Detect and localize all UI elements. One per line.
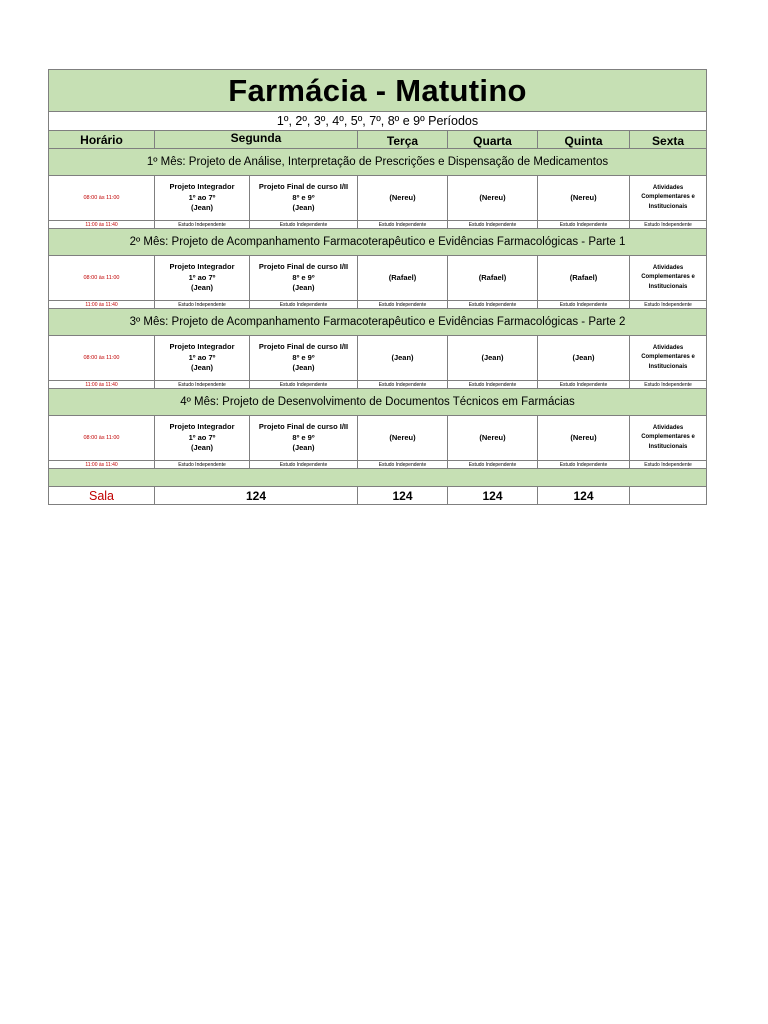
seg-a-line: Projeto Integrador xyxy=(169,262,235,272)
month-title-row xyxy=(49,309,707,336)
seg-b-line: 8º e 9º xyxy=(292,272,315,282)
class-slot-row xyxy=(49,176,707,221)
estudo-cell: Estudo Independente xyxy=(538,381,630,389)
seg-b-line: Projeto Final de curso I/II xyxy=(258,182,349,192)
estudo-time: 11:00 às 11:40 xyxy=(49,301,155,309)
seg-a-line: 1º ao 7º xyxy=(188,272,216,282)
estudo-cell: Estudo Independente xyxy=(630,461,707,469)
estudo-cell: Estudo Independente xyxy=(630,221,707,229)
month-title: 4º Mês: Projeto de Desenvolvimento de Documentos Técnicos em Farmácias xyxy=(49,389,707,416)
quinta-teacher: (Jean) xyxy=(538,336,630,381)
seg-b-line: Projeto Final de curso I/II xyxy=(258,342,349,352)
estudo-time: 11:00 às 11:40 xyxy=(49,381,155,389)
segunda-projeto-final xyxy=(250,336,358,381)
sexta-line: Institucionais xyxy=(648,443,688,450)
estudo-cell: Estudo Independente xyxy=(250,461,358,469)
header-terca: Terça xyxy=(358,131,448,149)
sexta-line: Atividades xyxy=(652,184,684,191)
seg-b-line: Projeto Final de curso I/II xyxy=(258,262,349,272)
header-segunda: Segunda xyxy=(155,131,358,149)
quarta-teacher: (Nereu) xyxy=(448,176,538,221)
class-slot-row xyxy=(49,256,707,301)
seg-b-line: 8º e 9º xyxy=(292,192,315,202)
schedule-table xyxy=(48,69,707,505)
quarta-teacher: (Nereu) xyxy=(448,416,538,461)
quarta-teacher: (Jean) xyxy=(448,336,538,381)
sexta-line: Complementares e xyxy=(641,274,695,281)
seg-a-line: (Jean) xyxy=(190,443,214,453)
segunda-projeto-integrador xyxy=(155,256,250,301)
periods-subtitle: 1º, 2º, 3º, 4º, 5º, 7º, 8º e 9º Períodos xyxy=(49,112,707,131)
estudo-cell: Estudo Independente xyxy=(538,461,630,469)
class-slot-row xyxy=(49,336,707,381)
sexta-line: Complementares e xyxy=(641,434,695,441)
quinta-teacher: (Rafael) xyxy=(538,256,630,301)
segunda-projeto-final xyxy=(250,176,358,221)
segunda-projeto-integrador xyxy=(155,336,250,381)
estudo-cell: Estudo Independente xyxy=(155,301,250,309)
estudo-time: 11:00 às 11:40 xyxy=(49,221,155,229)
sexta-atividades xyxy=(630,176,707,221)
estudo-cell: Estudo Independente xyxy=(155,381,250,389)
estudo-row xyxy=(49,381,707,389)
day-header-row xyxy=(49,131,707,149)
seg-a-line: Projeto Integrador xyxy=(169,422,235,432)
sexta-atividades xyxy=(630,416,707,461)
segunda-projeto-integrador xyxy=(155,416,250,461)
month-title-row xyxy=(49,229,707,256)
seg-b-line: (Jean) xyxy=(292,203,315,213)
estudo-cell: Estudo Independente xyxy=(630,301,707,309)
slot-time: 08:00 às 11:00 xyxy=(49,176,155,221)
seg-a-line: 1º ao 7º xyxy=(188,432,216,442)
seg-a-line: (Jean) xyxy=(190,283,214,293)
sexta-atividades xyxy=(630,336,707,381)
sexta-line: Atividades xyxy=(652,264,684,271)
seg-b-line: 8º e 9º xyxy=(292,352,315,362)
seg-a-line: 1º ao 7º xyxy=(188,352,216,362)
month-title-row xyxy=(49,389,707,416)
terca-teacher: (Rafael) xyxy=(358,256,448,301)
estudo-cell: Estudo Independente xyxy=(448,461,538,469)
segunda-projeto-integrador xyxy=(155,176,250,221)
seg-a-line: Projeto Integrador xyxy=(169,182,235,192)
sexta-line: Complementares e xyxy=(641,194,695,201)
estudo-cell: Estudo Independente xyxy=(155,221,250,229)
slot-time: 08:00 às 11:00 xyxy=(49,336,155,381)
seg-a-line: (Jean) xyxy=(190,203,214,213)
estudo-cell: Estudo Independente xyxy=(250,381,358,389)
month-title: 3º Mês: Projeto de Acompanhamento Farmacoterapêutico e Evidências Farmacológicas - Parte 2 xyxy=(49,309,707,336)
estudo-row xyxy=(49,301,707,309)
seg-a-line: (Jean) xyxy=(190,363,214,373)
header-sexta: Sexta xyxy=(630,131,707,149)
sala-sexta xyxy=(630,487,707,505)
seg-a-line: Projeto Integrador xyxy=(169,342,235,352)
spacer-row xyxy=(49,469,707,487)
header-quinta: Quinta xyxy=(538,131,630,149)
slot-time: 08:00 às 11:00 xyxy=(49,256,155,301)
estudo-cell: Estudo Independente xyxy=(630,381,707,389)
seg-b-line: (Jean) xyxy=(292,363,315,373)
sexta-line: Complementares e xyxy=(641,354,695,361)
estudo-cell: Estudo Independente xyxy=(448,221,538,229)
estudo-cell: Estudo Independente xyxy=(358,461,448,469)
segunda-projeto-final xyxy=(250,256,358,301)
estudo-cell: Estudo Independente xyxy=(250,301,358,309)
month-title: 2º Mês: Projeto de Acompanhamento Farmacoterapêutico e Evidências Farmacológicas - Parte 1 xyxy=(49,229,707,256)
header-quarta: Quarta xyxy=(448,131,538,149)
estudo-cell: Estudo Independente xyxy=(448,301,538,309)
estudo-cell: Estudo Independente xyxy=(358,301,448,309)
sexta-line: Institucionais xyxy=(648,363,688,370)
quinta-teacher: (Nereu) xyxy=(538,416,630,461)
estudo-cell: Estudo Independente xyxy=(448,381,538,389)
seg-b-line: 8º e 9º xyxy=(292,432,315,442)
sexta-line: Institucionais xyxy=(648,283,688,290)
estudo-time: 11:00 às 11:40 xyxy=(49,461,155,469)
seg-b-line: Projeto Final de curso I/II xyxy=(258,422,349,432)
sala-label: Sala xyxy=(49,487,155,505)
schedule-body xyxy=(49,70,707,505)
estudo-cell: Estudo Independente xyxy=(358,221,448,229)
sala-quinta: 124 xyxy=(538,487,630,505)
page-title: Farmácia - Matutino xyxy=(49,70,707,112)
estudo-row xyxy=(49,221,707,229)
estudo-cell: Estudo Independente xyxy=(155,461,250,469)
seg-b-line: (Jean) xyxy=(292,443,315,453)
quarta-teacher: (Rafael) xyxy=(448,256,538,301)
sala-terca: 124 xyxy=(358,487,448,505)
seg-b-line: (Jean) xyxy=(292,283,315,293)
terca-teacher: (Jean) xyxy=(358,336,448,381)
estudo-row xyxy=(49,461,707,469)
sala-quarta: 124 xyxy=(448,487,538,505)
estudo-cell: Estudo Independente xyxy=(538,301,630,309)
sala-segunda: 124 xyxy=(155,487,358,505)
estudo-cell: Estudo Independente xyxy=(358,381,448,389)
slot-time: 08:00 às 11:00 xyxy=(49,416,155,461)
sexta-line: Atividades xyxy=(652,344,684,351)
sexta-atividades xyxy=(630,256,707,301)
month-title: 1º Mês: Projeto de Análise, Interpretação de Prescrições e Dispensação de Medicamentos xyxy=(49,149,707,176)
seg-a-line: 1º ao 7º xyxy=(188,192,216,202)
class-slot-row xyxy=(49,416,707,461)
quinta-teacher: (Nereu) xyxy=(538,176,630,221)
sala-row xyxy=(49,487,707,505)
terca-teacher: (Nereu) xyxy=(358,416,448,461)
month-title-row xyxy=(49,149,707,176)
spacer-cell xyxy=(49,469,707,487)
estudo-cell: Estudo Independente xyxy=(538,221,630,229)
sexta-line: Atividades xyxy=(652,424,684,431)
sexta-line: Institucionais xyxy=(648,203,688,210)
estudo-cell: Estudo Independente xyxy=(250,221,358,229)
header-horario: Horário xyxy=(49,131,155,149)
segunda-projeto-final xyxy=(250,416,358,461)
terca-teacher: (Nereu) xyxy=(358,176,448,221)
